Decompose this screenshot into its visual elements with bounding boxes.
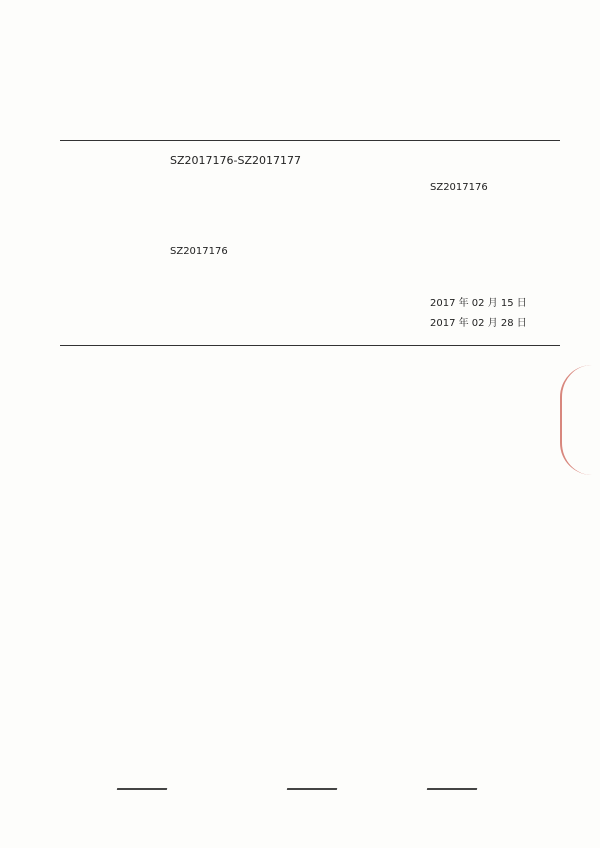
- conclusion-body: [70, 376, 560, 426]
- info-row: [60, 268, 560, 286]
- field-label: [68, 246, 160, 260]
- field-label: [68, 294, 160, 308]
- field-value: [430, 246, 550, 260]
- handwritten-signature: [427, 760, 483, 790]
- field-label: [340, 202, 420, 216]
- info-row: [60, 328, 560, 346]
- info-row: [60, 180, 560, 198]
- field-label: [340, 222, 420, 236]
- field-value: [170, 270, 340, 284]
- info-row: [60, 292, 560, 310]
- field-value: [170, 294, 340, 308]
- issuer-name: [0, 82, 600, 108]
- field-value: 2017 年 02 月 28 日: [430, 318, 527, 329]
- field-value: [170, 182, 340, 196]
- field-label: [68, 182, 160, 196]
- signature-row: [60, 760, 580, 790]
- preparer-signature: [60, 760, 210, 790]
- info-row: [60, 200, 560, 218]
- red-stamp: [560, 365, 592, 475]
- field-label: [68, 314, 160, 328]
- table-divider: [60, 345, 560, 346]
- field-label: [68, 270, 160, 284]
- conclusion-section: [70, 360, 560, 440]
- report-header: [0, 82, 600, 134]
- field-value: [170, 222, 340, 236]
- field-label: [340, 182, 420, 196]
- handwritten-signature: [117, 760, 173, 790]
- field-value: [170, 202, 340, 216]
- info-row: [60, 220, 560, 238]
- field-label: [340, 270, 420, 284]
- header-divider: [60, 140, 560, 141]
- handwritten-signature: [287, 760, 343, 790]
- sample-number: SZ2017176-SZ2017177: [170, 154, 301, 167]
- conclusion-heading: [70, 360, 560, 376]
- field-label: [68, 202, 160, 216]
- field-label: [340, 314, 420, 328]
- field-label: [68, 222, 160, 236]
- field-value: [170, 330, 340, 344]
- field-value: [170, 314, 340, 328]
- field-label: [340, 246, 420, 260]
- field-label: [340, 330, 420, 344]
- field-value: [430, 222, 550, 236]
- report-title: [0, 108, 600, 134]
- field-value: [430, 270, 550, 284]
- issuer-signature: [370, 760, 600, 790]
- field-value: 2017 年 02 月 15 日: [430, 298, 527, 309]
- field-label: [68, 330, 160, 344]
- meta-row: [60, 152, 560, 172]
- field-label: [340, 294, 420, 308]
- info-row: [60, 244, 560, 262]
- field-value: [430, 330, 550, 344]
- field-value: [430, 202, 550, 216]
- reviewer-signature: [230, 760, 350, 790]
- field-value: SZ2017176: [430, 182, 488, 193]
- field-value: SZ2017176: [170, 246, 228, 257]
